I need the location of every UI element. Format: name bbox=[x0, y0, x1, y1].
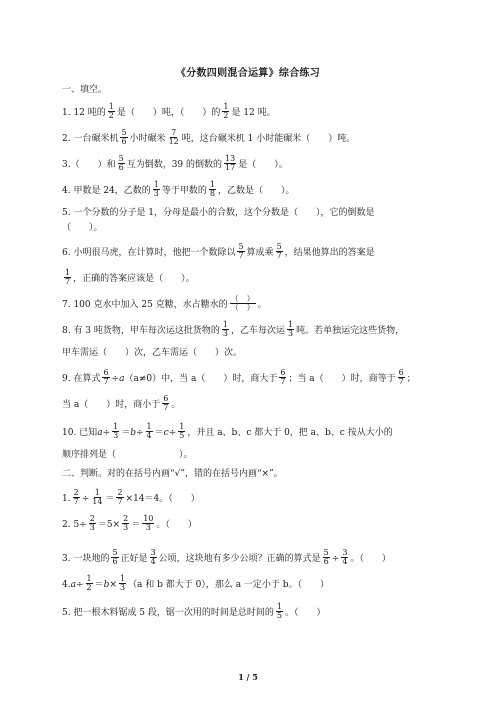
question-5-cont: （ ）。 bbox=[62, 223, 103, 233]
fraction: $\frac{1}{5}$ bbox=[276, 602, 282, 620]
fraction: $\frac{7}{12}$ bbox=[168, 128, 179, 146]
fraction: $\frac{3}{4}$ bbox=[342, 548, 348, 566]
question-2: 2. 一台碾米机 $\frac{5}{6}$ 小时碾米 $\frac{7}{12}$ 吨，这台碾米机 1 小时能碾米（ ）吨。 bbox=[62, 128, 356, 146]
fraction: $\frac{1}{2}$ bbox=[108, 102, 114, 120]
question-4: 4. 甲数是 24，乙数的 $\frac{1}{3}$ 等于甲数的 $\frac{1}{8}$ ，乙数是（ ）。 bbox=[62, 180, 295, 198]
question-1: 1. 12 吨的 $\frac{1}{2}$ 是（ ）吨，（ ）的 $\frac{1}{2}$ 是 12 吨。 bbox=[62, 102, 276, 120]
page-number: 1 / 5 bbox=[238, 672, 258, 682]
judge-2: 2. 5÷ $\frac{2}{3}$ ＝5× $\frac{2}{3}$ ＝ $\frac{10}{3}$ 。（ ） bbox=[62, 514, 197, 532]
question-8-cont: 甲车需运（ ）次，乙车需运（ ）次。 bbox=[62, 348, 243, 358]
fraction: $\frac{6}{7}$ bbox=[280, 368, 286, 386]
question-6: 6. 小明很马虎，在计算时，他把一个数除以 $\frac{5}{7}$ 算成乘 $\frac{5}{7}$ ，结果他算出的答案是 bbox=[62, 242, 375, 260]
fraction: $\frac{1}{14}$ bbox=[92, 488, 103, 506]
fraction: $\frac{1}{2}$ bbox=[223, 102, 229, 120]
question-8: 8. 有 3 吨货物，甲车每次运这批货物的 $\frac{1}{3}$ ，乙车每次运 $\frac{1}{3}$ 吨。若单独运完这些货物， bbox=[62, 320, 405, 338]
question-5: 5. 一个分数的分子是 1，分母是最小的合数，这个分数是（ ），它的倒数是 bbox=[62, 208, 375, 218]
fraction: $\frac{2}{3}$ bbox=[123, 514, 129, 532]
fraction: $\frac{3}{4}$ bbox=[150, 548, 156, 566]
fraction: $\frac{1}{3}$ bbox=[222, 320, 228, 338]
fraction: $\frac{1}{3}$ bbox=[153, 180, 159, 198]
question-10-cont: 顺序排列是（ ）。 bbox=[62, 450, 193, 460]
fraction: $\frac{2}{7}$ bbox=[73, 488, 79, 506]
question-6-cont: $\frac{1}{7}$ ，正确的答案应该是（ ）。 bbox=[65, 268, 195, 286]
fraction: $\frac{6}{7}$ bbox=[398, 368, 404, 386]
fraction: $\frac{5}{6}$ bbox=[112, 548, 118, 566]
fraction: $\frac{2}{3}$ bbox=[89, 514, 95, 532]
fraction: $\frac{1}{3}$ bbox=[288, 320, 294, 338]
fraction: $\frac{1}{3}$ bbox=[119, 574, 126, 592]
question-9-cont: 当 a（ ）时，商小于 $\frac{6}{7}$ 。 bbox=[62, 394, 181, 412]
fraction: $\frac{5}{7}$ bbox=[238, 242, 244, 260]
fraction: $\frac{1}{8}$ bbox=[209, 180, 215, 198]
fraction: $\frac{2}{7}$ bbox=[117, 488, 123, 506]
fraction: $\frac{5}{6}$ bbox=[323, 548, 329, 566]
judge-3: 3. 一块地的 $\frac{5}{6}$ 正好是 $\frac{3}{4}$ 公顷，这块地有多少公顷？正确的算式是 $\frac{5}{6}$ ÷ $\frac{3}{4}$ 。（ ） bbox=[62, 548, 391, 566]
fraction: $\frac{1}{5}$ bbox=[179, 422, 185, 440]
question-3: 3.（ ）和 $\frac{5}{6}$ 互为倒数，39 的倒数的 $\frac{13}{17}$ 是（ ）。 bbox=[62, 154, 288, 172]
fraction: $\frac{6}{7}$ bbox=[163, 394, 169, 412]
question-9: 9. 在算式 $\frac{6}{7}$ ÷a（a≠0）中，当 a（ ）时，商大于 $\frac{6}{7}$ ；当 a（ ）时，商等于 $\frac{6}{7}$ ； bbox=[62, 368, 416, 386]
page-title: 《分数四则混合运算》综合练习 bbox=[175, 68, 321, 79]
judge-4: 4.a÷ $\frac{1}{2}$ ＝b× $\frac{1}{3}$ （a 和 b 都大于 0），那么 a 一定小于 b。（ ） bbox=[62, 574, 330, 592]
question-7: 7. 100 克水中加入 25 克糖，水占糖水的 $\frac{( )}{( )}$ 。 bbox=[62, 294, 267, 312]
fraction: $\frac{10}{3}$ bbox=[143, 514, 154, 532]
section-heading-fill-in: 一、填空。 bbox=[62, 85, 108, 95]
fraction: $\frac{1}{2}$ bbox=[86, 574, 92, 592]
fraction: $\frac{5}{6}$ bbox=[118, 154, 124, 172]
fraction: $\frac{5}{6}$ bbox=[121, 128, 127, 146]
fraction: $\frac{1}{7}$ bbox=[65, 268, 71, 286]
fraction: $\frac{6}{7}$ bbox=[103, 368, 109, 386]
blank-fraction[interactable]: $\frac{( )}{( )}$ bbox=[230, 294, 255, 312]
section-heading-true-false: 二、判断。对的在括号内画“√”，错的在括号内画“×”。 bbox=[62, 469, 283, 479]
fraction: $\frac{1}{4}$ bbox=[146, 422, 152, 440]
judge-5: 5. 把一根木料锯成 5 段，锯一次用的时间是总时间的 $\frac{1}{5}$ 。（ ） bbox=[62, 602, 326, 620]
judge-1: 1. $\frac{2}{7}$ ÷ $\frac{1}{14}$ ＝ $\frac{2}{7}$ ×14＝4。（ ） bbox=[62, 488, 200, 506]
fraction: $\frac{1}{3}$ bbox=[113, 422, 119, 440]
question-10: 10. 已知a÷ $\frac{1}{3}$ ＝b÷ $\frac{1}{4}$ ＝c÷ $\frac{1}{5}$ ，并且 a、b、c 都大于 0，把 a、b、c 按从大小的 bbox=[62, 422, 393, 440]
fraction: $\frac{5}{7}$ bbox=[276, 242, 282, 260]
fraction: $\frac{13}{17}$ bbox=[225, 154, 236, 172]
